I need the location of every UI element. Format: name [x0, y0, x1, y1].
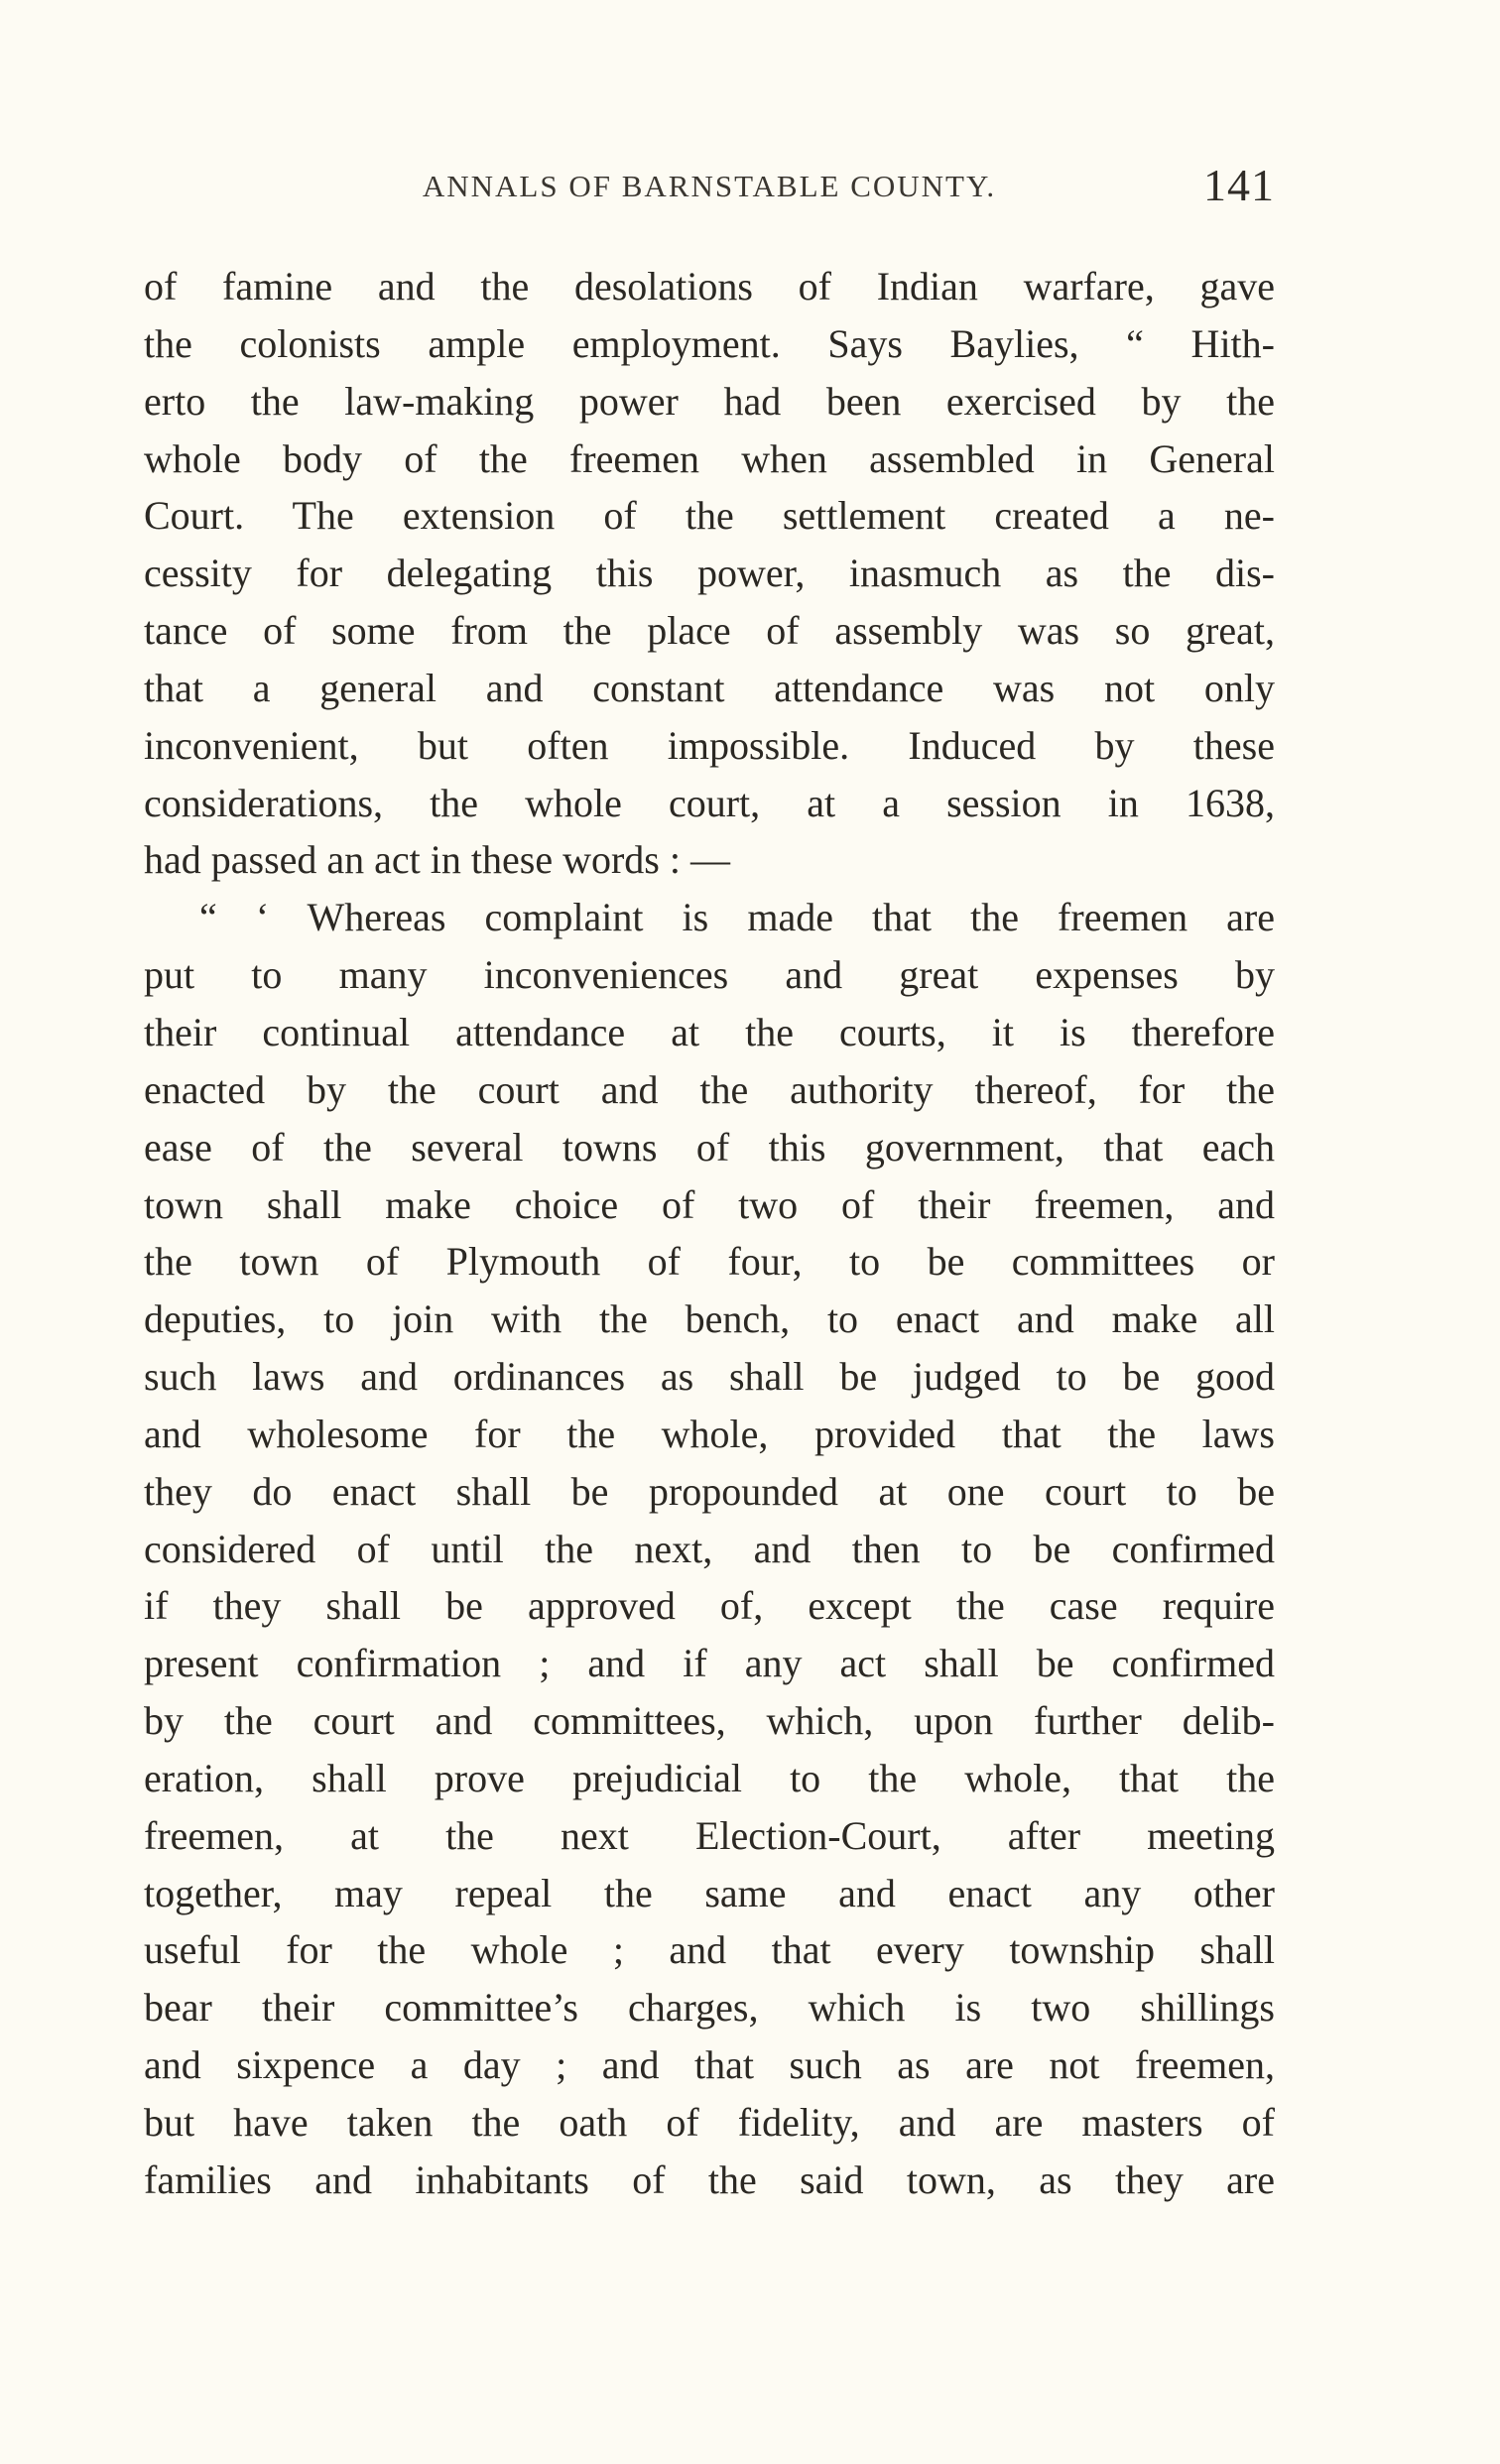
text-line: useful for the whole ; and that every township shall	[144, 1927, 1275, 1973]
page-number: 141	[1203, 160, 1275, 210]
text-line: bear their committee’s charges, which is two shillings	[144, 1985, 1275, 2031]
text-line: ease of the several towns of this government, that each	[144, 1124, 1275, 1170]
text-line: cessity for delegating this power, inasmuch as the dis-	[144, 551, 1275, 596]
text-line: inconvenient, but often impossible. Induced by these	[144, 722, 1275, 768]
text-line: present confirmation ; and if any act shall be confirmed	[144, 1641, 1275, 1686]
text-line: considerations, the whole court, at a session in 1638,	[144, 780, 1275, 825]
text-line: but have taken the oath of fidelity, and are masters of	[144, 2100, 1275, 2145]
text-line: they do enact shall be propounded at one court to be	[144, 1468, 1275, 1514]
text-line: their continual attendance at the courts, it is therefore	[144, 1009, 1275, 1054]
text-line: considered of until the next, and then to be confirmed	[144, 1526, 1275, 1571]
text-line: the colonists ample employment. Says Baylies, “ Hith-	[144, 320, 1275, 366]
text-line: tance of some from the place of assembly was so great,	[144, 608, 1275, 654]
running-head	[144, 160, 1275, 220]
text-line: that a general and constant attendance was not only	[144, 665, 1275, 710]
text-line: “ ‘ Whereas complaint is made that the freemen are	[199, 895, 1275, 940]
text-line: by the court and committees, which, upon further delib-	[144, 1698, 1275, 1744]
text-line: enacted by the court and the authority thereof, for the	[144, 1066, 1275, 1112]
text-line: and sixpence a day ; and that such as are not freemen,	[144, 2042, 1275, 2088]
text-line: deputies, to join with the bench, to enact and make all	[144, 1296, 1275, 1342]
text-line: eration, shall prove prejudicial to the whole, that the	[144, 1755, 1275, 1800]
text-line: Court. The extension of the settlement created a ne-	[144, 493, 1275, 539]
text-line: the town of Plymouth of four, to be committees or	[144, 1239, 1275, 1285]
text-line: erto the law-making power had been exercised by the	[144, 378, 1275, 424]
text-line: had passed an act in these words : —	[144, 837, 730, 883]
text-line: such laws and ordinances as shall be judged to be good	[144, 1354, 1275, 1400]
text-line: of famine and the desolations of Indian warfare, gave	[144, 264, 1275, 308]
text-line: families and inhabitants of the said town, as they are	[144, 2156, 1275, 2202]
text-line: put to many inconveniences and great expenses by	[144, 952, 1275, 998]
text-line: freemen, at the next Election-Court, after meeting	[144, 1812, 1275, 1858]
text-line: and wholesome for the whole, provided that the laws	[144, 1411, 1275, 1456]
running-title: ANNALS OF BARNSTABLE COUNTY.	[422, 169, 997, 203]
text-line: if they shall be approved of, except the case require	[144, 1583, 1275, 1629]
body-text	[144, 258, 1275, 2209]
text-line: together, may repeal the same and enact any other	[144, 1870, 1275, 1915]
text-line: town shall make choice of two of their freemen, and	[144, 1181, 1275, 1227]
text-line: whole body of the freemen when assembled in General	[144, 435, 1275, 481]
